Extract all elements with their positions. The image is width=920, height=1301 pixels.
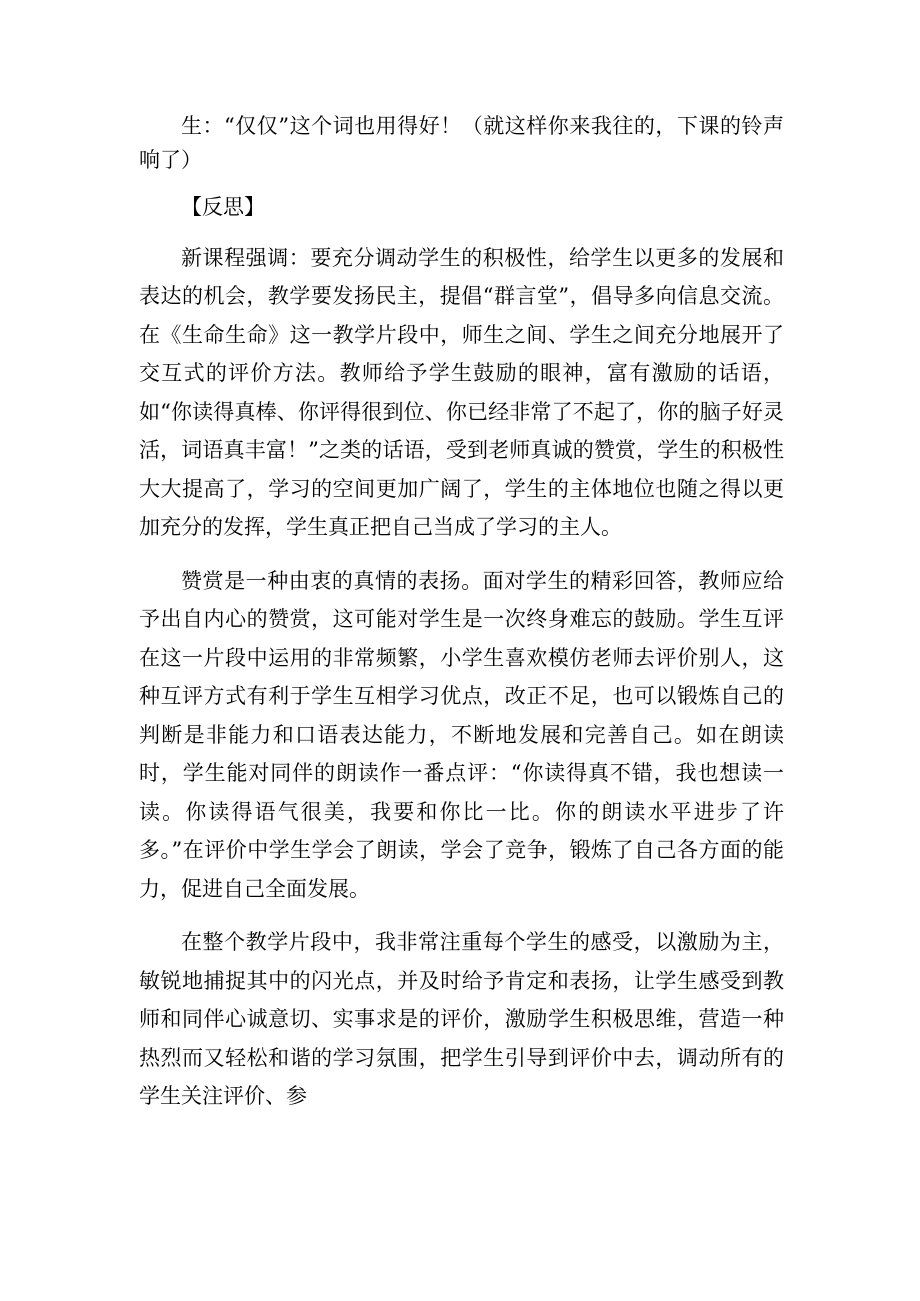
body-paragraph-3: 在整个教学片段中，我非常注重每个学生的感受，以激励为主，敏锐地捕捉其中的闪光点，并及时给予肯定和表扬，让学生感受到教师和同伴心诚意切、实事求是的评价，激励学生积极思维，营造一种热烈而又轻松和谐的学习氛围，把学生引导到评价中去，调动所有的学生关注评价、参: [139, 930, 784, 1108]
document-body: [139, 110, 784, 1131]
body-paragraph-1: 新课程强调：要充分调动学生的积极性，给学生以更多的发展和表达的机会，教学要发扬民主，提倡“群言堂”，倡导多向信息交流。在《生命生命》这一教学片段中，师生之间、学生之间充分地展开了交互式的评价方法。教师给予学生鼓励的眼神，富有激励的话语，如“你读得真棒、你评得很到位、你已经非常了不起了，你的脑子好灵活，词语真丰富！”之类的话语，受到老师真诚的赞赏，学生的积极性大大提高了，学习的空间更加广阔了，学生的主体地位也随之得以更加充分的发挥，学生真正把自己当成了学习的主人。: [139, 245, 784, 539]
body-paragraph-2: 赞赏是一种由衷的真情的表扬。面对学生的精彩回答，教师应给予出自内心的赞赏，这可能对学生是一次终身难忘的鼓励。学生互评在这一片段中运用的非常频繁，小学生喜欢模仿老师去评价别人，这种互评方式有利于学生互相学习优点，改正不足，也可以锻炼自己的判断是非能力和口语表达能力，不断地发展和完善自己。如在朗读时，学生能对同伴的朗读作一番点评：“你读得真不错，我也想读一读。你读得语气很美，我要和你比一比。你的朗读水平进步了许多。”在评价中学生学会了朗读，学会了竞争，锻炼了自己各方面的能力，促进自己全面发展。: [139, 568, 784, 901]
dialogue-paragraph: 生：“仅仅”这个词也用得好！（就这样你来我往的，下课的铃声响了）: [139, 114, 784, 172]
reflection-heading: 【反思】: [181, 195, 265, 219]
